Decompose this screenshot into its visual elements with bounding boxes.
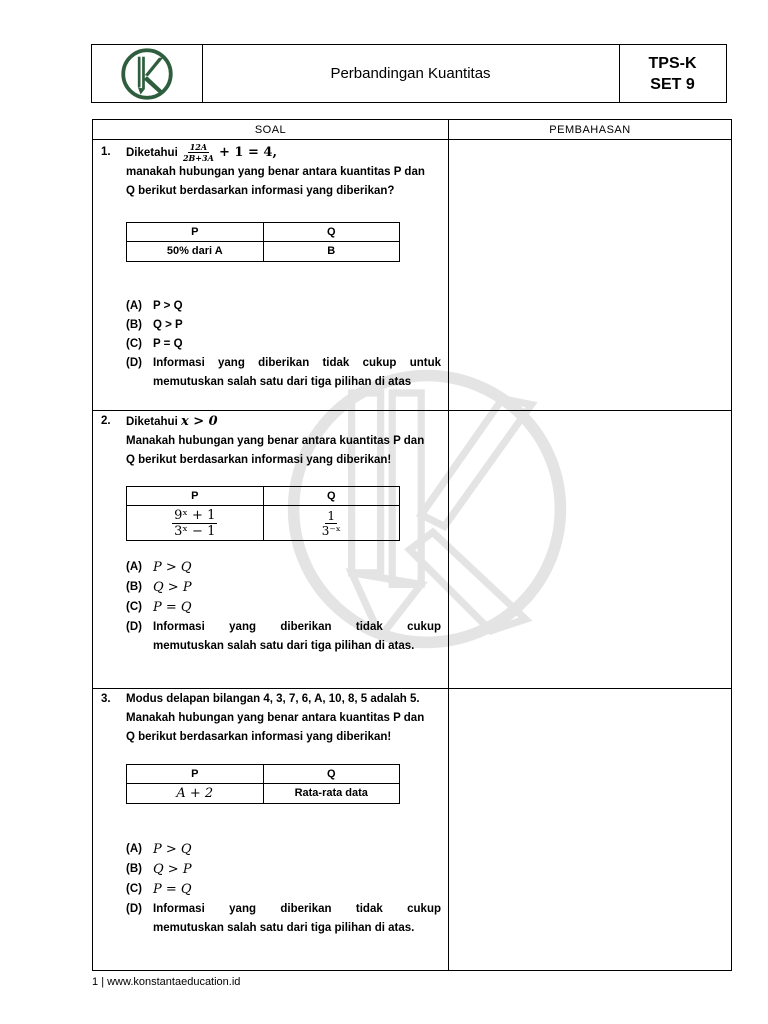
- option-label: (D): [126, 621, 142, 633]
- column-header-soal: SOAL: [254, 123, 287, 136]
- question-number: 2.: [101, 415, 111, 427]
- fraction-numerator: 9ˣ + 1: [174, 507, 216, 523]
- p-value: A + 2: [176, 786, 214, 801]
- option-text: Informasi yang diberikan tidak cukup untuk: [153, 357, 441, 369]
- option-d: [126, 354, 441, 392]
- q-header: Q: [263, 765, 400, 783]
- question-2: [93, 412, 448, 686]
- q-header: Q: [263, 487, 400, 505]
- question-number: 3.: [101, 693, 111, 705]
- option-b: [126, 860, 441, 880]
- page-title: Perbandingan Kuantitas: [202, 45, 620, 102]
- question-3: [93, 690, 448, 968]
- question-text: [126, 690, 441, 747]
- fraction-denominator: 3ˣ − 1: [174, 523, 216, 539]
- row-divider: [93, 410, 731, 411]
- pq-header-row: [127, 487, 399, 505]
- question-line: Q berikut berdasarkan informasi yang diberikan!: [126, 731, 392, 743]
- set-number: SET 9: [650, 75, 695, 93]
- question-table: [92, 119, 732, 971]
- option-text: Q > P: [153, 580, 192, 595]
- question-line: Q berikut berdasarkan informasi yang diberikan?: [126, 185, 395, 197]
- fraction: [320, 510, 343, 537]
- option-b: [126, 316, 441, 335]
- option-label: (D): [126, 903, 142, 915]
- pq-value-row: [127, 241, 399, 261]
- row-divider: [93, 688, 731, 689]
- pq-table: [126, 486, 400, 541]
- question-line: Q berikut berdasarkan informasi yang diberikan!: [126, 454, 392, 466]
- answer-options: [126, 558, 441, 656]
- fraction-denominator: 3⁻ˣ: [321, 523, 341, 538]
- p-header: P: [191, 225, 199, 238]
- p-header: P: [191, 767, 199, 780]
- footer-url[interactable]: www.konstantaeducation.id: [107, 976, 241, 988]
- pq-value-row: [127, 505, 399, 540]
- page-footer: [92, 976, 240, 988]
- header-divider: [93, 139, 731, 140]
- option-text: Informasi yang diberikan tidak cukup: [153, 621, 441, 633]
- option-a: [126, 840, 441, 860]
- pq-table: [126, 764, 400, 804]
- column-divider: [448, 120, 449, 970]
- set-label: [619, 45, 726, 102]
- option-label: (D): [126, 357, 142, 369]
- intro-prefix: Diketahui: [126, 416, 178, 428]
- footer-separator: |: [101, 976, 105, 988]
- page-number: 1: [92, 976, 99, 988]
- option-text: memutuskan salah satu dari tiga pilihan di atas.: [153, 640, 415, 652]
- option-d: [126, 618, 441, 656]
- option-label: (B): [126, 581, 142, 593]
- fraction-denominator: 2B+3A: [182, 153, 214, 164]
- option-a: [126, 558, 441, 578]
- fraction-numerator: 12A: [189, 142, 208, 153]
- option-label: (C): [126, 601, 142, 613]
- q-value: B: [263, 242, 400, 261]
- question-text: [126, 143, 441, 201]
- question-line: Manakah hubungan yang benar antara kuantitas P dan: [126, 435, 425, 447]
- option-text: memutuskan salah satu dari tiga pilihan di atas: [153, 376, 412, 388]
- option-text: P > Q: [153, 300, 183, 312]
- logo-cell: [92, 45, 203, 102]
- q-header: Q: [263, 223, 400, 241]
- option-label: (A): [126, 843, 142, 855]
- option-b: [126, 578, 441, 598]
- pq-table: [126, 222, 400, 262]
- question-line: Manakah hubungan yang benar antara kuantitas P dan: [126, 712, 425, 724]
- intro-math: x > 0: [180, 414, 218, 429]
- question-1: [93, 143, 448, 408]
- set-code: TPS-K: [648, 54, 697, 72]
- option-label: (B): [126, 319, 142, 331]
- p-value: 50% dari A: [166, 245, 223, 257]
- fraction: [181, 143, 216, 162]
- pq-header-row: [127, 765, 399, 783]
- option-text: P = Q: [153, 882, 192, 897]
- column-header-pembahasan: PEMBAHASAN: [549, 123, 631, 136]
- p-header: P: [191, 489, 199, 502]
- intro-prefix: Diketahui: [126, 147, 178, 159]
- option-a: [126, 297, 441, 316]
- p-value: [127, 506, 263, 540]
- q-value: [263, 506, 400, 540]
- fraction-numerator: 1: [327, 508, 336, 523]
- option-text: Informasi yang diberikan tidak cukup: [153, 903, 441, 915]
- option-label: (B): [126, 863, 142, 875]
- q-value: Rata-rata data: [263, 784, 400, 803]
- option-text: P = Q: [153, 600, 192, 615]
- option-label: (A): [126, 300, 142, 312]
- option-label: (A): [126, 561, 142, 573]
- page-header: [91, 44, 727, 103]
- option-c: [126, 598, 441, 618]
- fraction: [172, 509, 217, 538]
- option-text: P = Q: [153, 338, 183, 350]
- pq-value-row: [127, 783, 399, 803]
- answer-options: [126, 297, 441, 392]
- option-label: (C): [126, 338, 142, 350]
- konstanta-logo-icon: [120, 47, 174, 101]
- question-text: [126, 412, 441, 470]
- answer-options: [126, 840, 441, 938]
- option-label: (C): [126, 883, 142, 895]
- question-number: 1.: [101, 146, 111, 158]
- question-line: manakah hubungan yang benar antara kuantitas P dan: [126, 166, 425, 178]
- question-intro: [126, 143, 441, 163]
- option-text: P > Q: [153, 560, 192, 575]
- pq-header-row: [127, 223, 399, 241]
- intro-suffix: + 1 = 4,: [218, 145, 277, 160]
- option-c: [126, 335, 441, 354]
- question-intro: [126, 412, 441, 432]
- option-text: Q > P: [153, 862, 192, 877]
- option-text: Q > P: [153, 319, 183, 331]
- option-c: [126, 880, 441, 900]
- option-d: [126, 900, 441, 938]
- question-line: Modus delapan bilangan 4, 3, 7, 6, A, 10, 8, 5 adalah 5.: [126, 693, 420, 705]
- option-text: memutuskan salah satu dari tiga pilihan di atas.: [153, 922, 415, 934]
- option-text: P > Q: [153, 842, 192, 857]
